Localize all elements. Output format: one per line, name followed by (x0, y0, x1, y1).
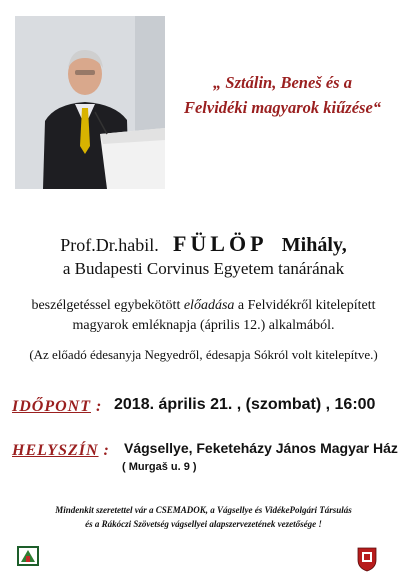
description-lecture-word: előadása (183, 298, 235, 313)
event-venue: Vágsellye, Feketeházy János Magyar Ház (124, 440, 398, 456)
csemadok-logo-icon (17, 546, 39, 566)
event-title-line1: „ Sztálin, Beneš és a (213, 73, 352, 92)
description-text-a: beszélgetéssel egybekötött (31, 298, 184, 313)
speaker-title-prefix: Prof.Dr.habil. (60, 235, 159, 255)
time-label-text: IDŐPONT (12, 398, 91, 415)
speaker-name (0, 232, 407, 258)
footer-line1: Mindenkit szeretettel vár a CSEMADOK, a Vágsellye és VidékePolgári Társulás (55, 505, 352, 515)
place-label-colon: : (98, 442, 110, 459)
time-label-colon: : (91, 398, 103, 415)
speaker-surname: FÜLÖP (172, 231, 268, 256)
place-label-text: HELYSZÍN (12, 442, 99, 459)
time-label (12, 398, 102, 416)
footer-line2: és a Rákóczi Szövetség vágsellyei alapszervezetének vezetősége ! (85, 519, 322, 529)
event-title-line2: Felvidéki magyarok kiűzése“ (183, 98, 382, 117)
speaker-family-note: (Az előadó édesanyja Negyedről, édesapja Sókról volt kitelepítve.) (29, 347, 378, 362)
event-description-line2: magyarok emléknapja (április 12.) alkalmából. (72, 318, 335, 333)
coat-of-arms-icon (356, 546, 378, 572)
organizers-footer (0, 503, 407, 531)
speaker-photo-illustration (15, 16, 165, 189)
event-title (160, 70, 405, 120)
event-description-line1 (0, 296, 407, 316)
speaker-affiliation: a Budapesti Corvinus Egyetem tanárának (62, 259, 345, 278)
speaker-photo (15, 16, 165, 189)
description-text-b: a Felvidékről kitelepített (234, 298, 376, 313)
event-datetime: 2018. április 21. , (szombat) , 16:00 (114, 396, 376, 413)
event-address: ( Murgaš u. 9 ) (122, 461, 197, 473)
event-description (0, 296, 407, 336)
place-label (12, 442, 110, 460)
speaker-given-name: Mihály, (281, 234, 347, 256)
